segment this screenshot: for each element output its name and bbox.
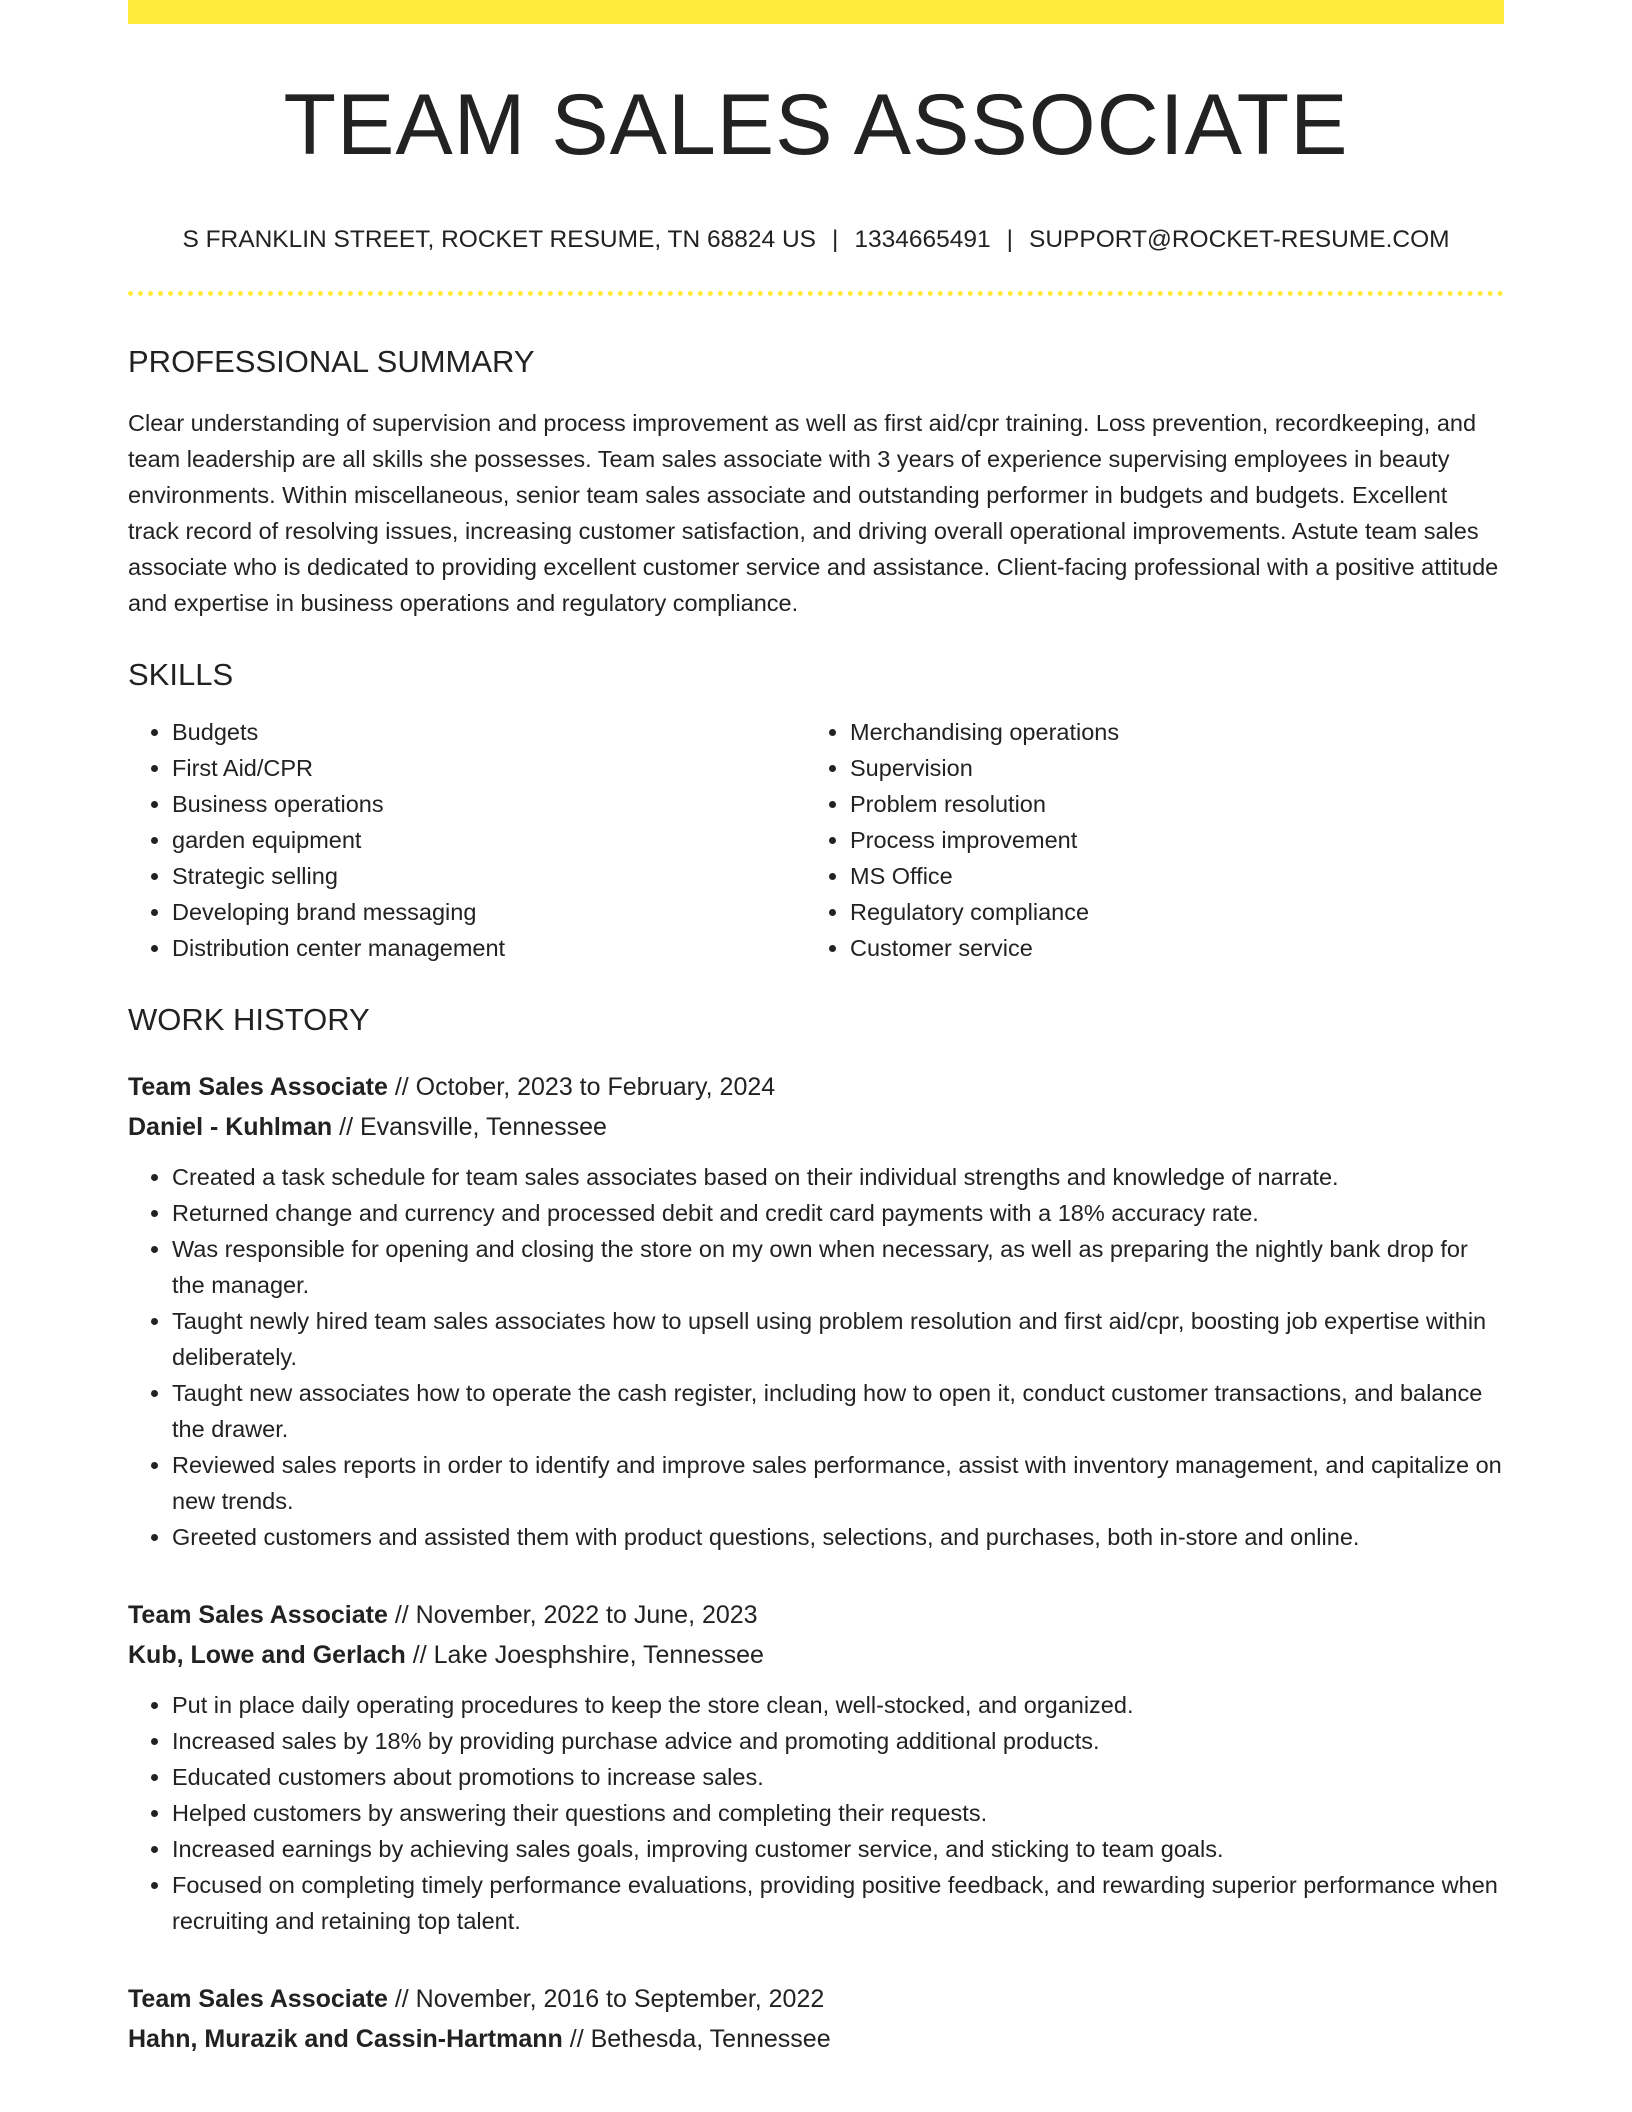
job-bullets bbox=[128, 1159, 1504, 1555]
job-company: Daniel - Kuhlman bbox=[128, 1112, 333, 1141]
job-bullet: • Returned change and currency and processed debit and credit card payments with a 18% accuracy rate. bbox=[172, 1195, 1504, 1231]
skill-item: • Strategic selling bbox=[172, 858, 806, 894]
skill-item: • Business operations bbox=[172, 786, 806, 822]
job-company-line bbox=[128, 2019, 1504, 2059]
job-bullet: • Helped customers by answering their questions and completing their requests. bbox=[172, 1795, 1504, 1831]
job-location: // Lake Joesphshire, Tennessee bbox=[412, 1640, 764, 1669]
job-entry bbox=[128, 1067, 1504, 1555]
contact-address: S FRANKLIN STREET, ROCKET RESUME, TN 68824 US bbox=[182, 226, 816, 253]
job-company-line bbox=[128, 1635, 1504, 1675]
contact-email: SUPPORT@ROCKET-RESUME.COM bbox=[1029, 226, 1450, 253]
job-bullet: • Focused on completing timely performance evaluations, providing positive feedback, and rewarding superior performance when recruiting and retaining top talent. bbox=[172, 1867, 1504, 1939]
job-bullet: • Greeted customers and assisted them with product questions, selections, and purchases, both in-store and online. bbox=[172, 1519, 1504, 1555]
skills-column-right bbox=[806, 714, 1484, 966]
contact-phone: 1334665491 bbox=[854, 226, 991, 253]
skills-heading: SKILLS bbox=[128, 656, 234, 692]
skill-item: • Process improvement bbox=[850, 822, 1484, 858]
job-bullet: • Reviewed sales reports in order to identify and improve sales performance, assist with inventory management, and capitalize on new trends. bbox=[172, 1447, 1504, 1519]
job-location: // Bethesda, Tennessee bbox=[569, 2024, 831, 2053]
skill-item: • Distribution center management bbox=[172, 930, 806, 966]
skills-list bbox=[128, 714, 1504, 966]
job-bullet: • Increased earnings by achieving sales goals, improving customer service, and sticking to team goals. bbox=[172, 1831, 1504, 1867]
job-company-line bbox=[128, 1107, 1504, 1147]
job-role: Team Sales Associate bbox=[128, 1600, 388, 1629]
skill-item: • Regulatory compliance bbox=[850, 894, 1484, 930]
job-bullet: • Created a task schedule for team sales associates based on their individual strengths and knowledge of narrate. bbox=[172, 1159, 1504, 1195]
work-history-heading: WORK HISTORY bbox=[128, 1001, 370, 1037]
accent-bar bbox=[128, 0, 1504, 24]
skill-item: • Budgets bbox=[172, 714, 806, 750]
contact-separator: | bbox=[1006, 226, 1013, 253]
job-bullets bbox=[128, 1687, 1504, 1939]
job-location: // Evansville, Tennessee bbox=[339, 1112, 607, 1141]
job-dates: // October, 2023 to February, 2024 bbox=[394, 1072, 776, 1101]
job-company: Hahn, Murazik and Cassin-Hartmann bbox=[128, 2024, 563, 2053]
dotted-divider bbox=[128, 291, 1504, 296]
job-bullet: • Put in place daily operating procedures to keep the store clean, well-stocked, and organized. bbox=[172, 1687, 1504, 1723]
skill-item: • Merchandising operations bbox=[850, 714, 1484, 750]
skill-item: • Supervision bbox=[850, 750, 1484, 786]
summary-text: Clear understanding of supervision and process improvement as well as first aid/cpr training. Loss prevention, recordkeeping, and team leadership are all skills she possesses. Team sales associate with 3 years of experience supervising employees in beauty environments. Within miscellaneous, senior team sales associate and outstanding performer in budgets and budgets. Excellent track record of resolving issues, increasing customer satisfaction, and driving overall operational improvements. Astute team sales associate who is dedicated to providing excellent customer service and assistance. Client-facing professional with a positive attitude and expertise in business operations and regulatory compliance. bbox=[128, 409, 1499, 616]
skill-item: • garden equipment bbox=[172, 822, 806, 858]
job-role: Team Sales Associate bbox=[128, 1072, 388, 1101]
job-role-line bbox=[128, 1979, 1504, 2019]
contact-line bbox=[128, 228, 1504, 253]
job-bullet: • Taught new associates how to operate the cash register, including how to open it, conduct customer transactions, and balance the drawer. bbox=[172, 1375, 1504, 1447]
skill-item: • MS Office bbox=[850, 858, 1484, 894]
skill-item: • Developing brand messaging bbox=[172, 894, 806, 930]
skill-item: • Problem resolution bbox=[850, 786, 1484, 822]
job-role-line bbox=[128, 1067, 1504, 1107]
summary-heading: PROFESSIONAL SUMMARY bbox=[128, 343, 535, 379]
job-dates: // November, 2016 to September, 2022 bbox=[394, 1984, 825, 2013]
job-bullet: • Increased sales by 18% by providing purchase advice and promoting additional products. bbox=[172, 1723, 1504, 1759]
job-company: Kub, Lowe and Gerlach bbox=[128, 1640, 406, 1669]
job-bullet: • Educated customers about promotions to increase sales. bbox=[172, 1759, 1504, 1795]
skill-item: • Customer service bbox=[850, 930, 1484, 966]
job-bullet: • Was responsible for opening and closing the store on my own when necessary, as well as preparing the nightly bank drop for the manager. bbox=[172, 1231, 1504, 1303]
job-bullet: • Taught newly hired team sales associates how to upsell using problem resolution and first aid/cpr, boosting job expertise within deliberately. bbox=[172, 1303, 1504, 1375]
job-role-line bbox=[128, 1595, 1504, 1635]
job-dates: // November, 2022 to June, 2023 bbox=[394, 1600, 758, 1629]
job-entry bbox=[128, 1979, 1504, 2059]
skill-item: • First Aid/CPR bbox=[172, 750, 806, 786]
skills-column-left bbox=[128, 714, 806, 966]
resume-page bbox=[128, 0, 1504, 2059]
job-role: Team Sales Associate bbox=[128, 1984, 388, 2013]
contact-separator: | bbox=[831, 226, 839, 253]
resume-title: TEAM SALES ASSOCIATE bbox=[283, 77, 1349, 173]
job-entry bbox=[128, 1595, 1504, 1939]
